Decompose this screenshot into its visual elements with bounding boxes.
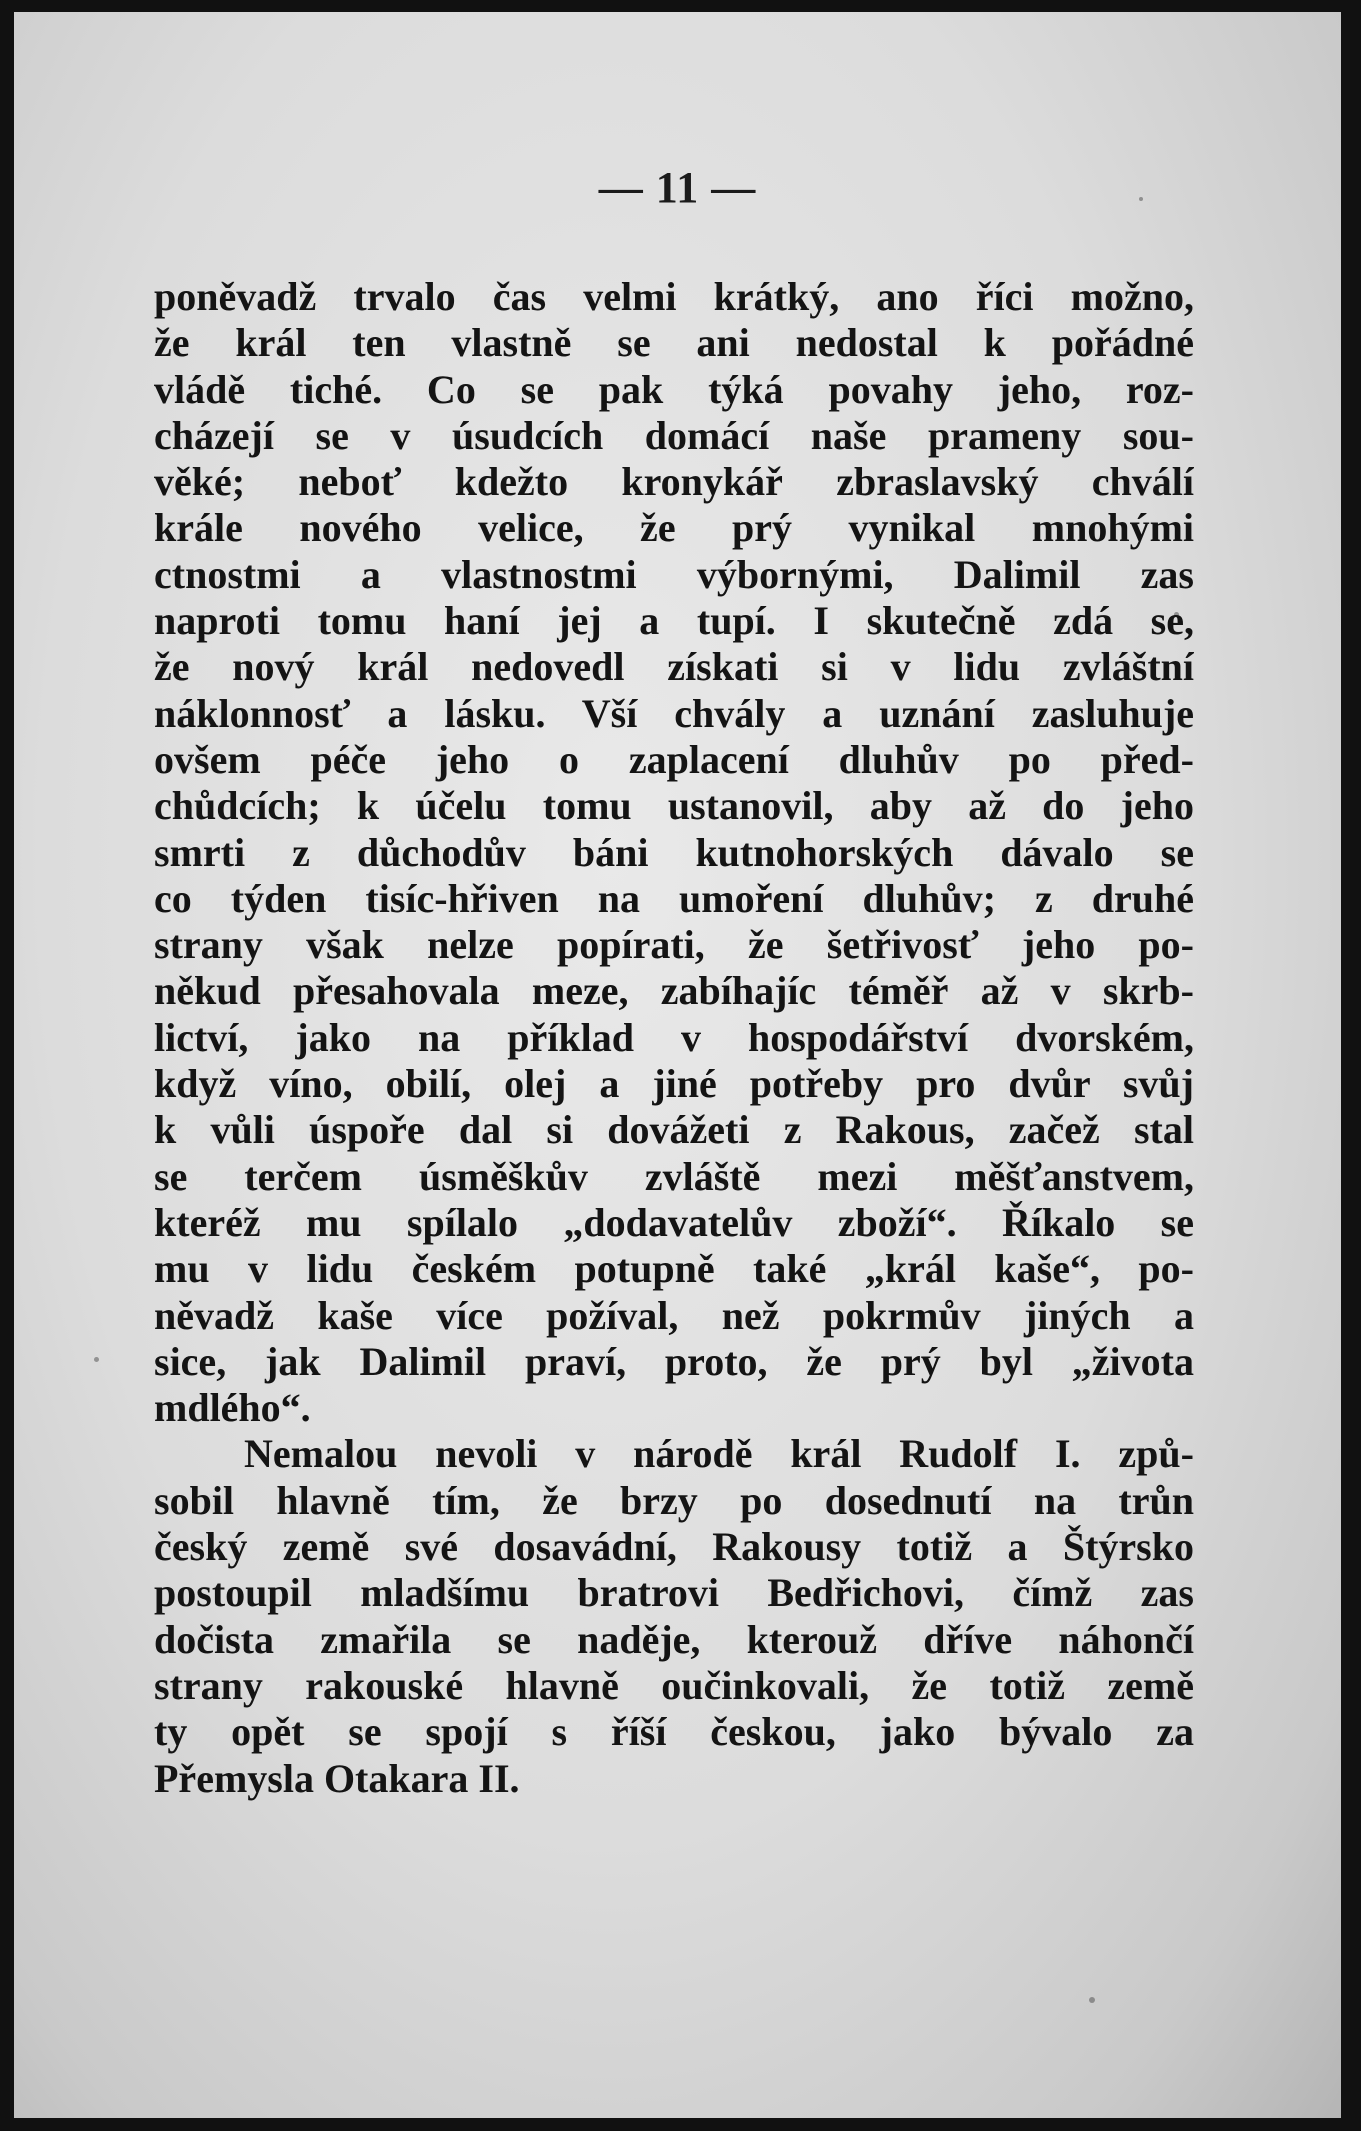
text-line: věké; neboť kdežto kronykář zbraslavský chválí [154,459,1194,505]
text-line: chůdcích; k účelu tomu ustanovil, aby až do jeho [154,783,1194,829]
text-line: něvadž kaše více požíval, než pokrmův jiných a [154,1292,1194,1338]
text-line: dočista zmařila se naděje, kterouž dříve náhončí [154,1616,1194,1662]
text-line: k vůli úspoře dal si dovážeti z Rakous, začež stal [154,1107,1194,1153]
text-line: cházejí se v úsudcích domácí naše prameny sou- [154,412,1194,458]
text-line: vládě tiché. Co se pak týká povahy jeho, roz- [154,366,1194,412]
paper-speck [1089,1997,1095,2003]
text-line: ctnostmi a vlastnostmi výbornými, Dalimil zas [154,551,1194,597]
text-line: co týden tisíc-hřiven na umoření dluhův; z druhé [154,875,1194,921]
text-line: postoupil mladšímu bratrovi Bedřichovi, čímž zas [154,1570,1194,1616]
text-line: smrti z důchodův báni kutnohorských dávalo se [154,829,1194,875]
body-text [154,274,1194,1802]
text-line: že král ten vlastně se ani nedostal k pořádné [154,320,1194,366]
text-line: že nový král nedovedl získati si v lidu zvláštní [154,644,1194,690]
book-page [14,12,1341,2118]
text-line: lictví, jako na příklad v hospodářství dvorském, [154,1014,1194,1060]
text-line: sobil hlavně tím, že brzy po dosednutí na trůn [154,1477,1194,1523]
text-line: náklonnosť a lásku. Vší chvály a uznání zasluhuje [154,690,1194,736]
text-line: strany rakouské hlavně oučinkovali, že totiž země [154,1662,1194,1708]
paper-speck [94,1357,99,1362]
text-line: krále nového velice, že prý vynikal mnohými [154,505,1194,551]
text-line: mdlého“. [154,1385,311,1431]
text-line: kteréž mu spílalo „dodavatelův zboží“. Říkalo se [154,1199,1194,1245]
text-line: Nemalou nevoli v národě král Rudolf I. způ- [244,1431,1194,1477]
text-line: mu v lidu českém potupně také „král kaše“, po- [154,1246,1194,1292]
text-line: naproti tomu haní jej a tupí. I skutečně zdá se, [154,598,1194,644]
text-line: sice, jak Dalimil praví, proto, že prý byl „života [154,1338,1194,1384]
text-line: když víno, obilí, olej a jiné potřeby pro dvůr svůj [154,1061,1194,1107]
text-line: ovšem péče jeho o zaplacení dluhův po před- [154,736,1194,782]
text-line: poněvadž trvalo čas velmi krátký, ano říci možno, [154,274,1194,319]
text-line: ty opět se spojí s říší českou, jako bývalo za [154,1709,1194,1755]
text-line: Přemysla Otakara II. [154,1755,520,1801]
text-line: někud přesahovala meze, zabíhajíc téměř až v skrb- [154,968,1194,1014]
text-line: se terčem úsměškův zvláště mezi měšťanstvem, [154,1153,1194,1199]
text-line: strany však nelze popírati, že šetřivosť jeho po- [154,922,1194,968]
text-line: český země své dosavádní, Rakousy totiž a Štýrsko [154,1524,1194,1570]
page-number: — 11 — [598,163,757,212]
